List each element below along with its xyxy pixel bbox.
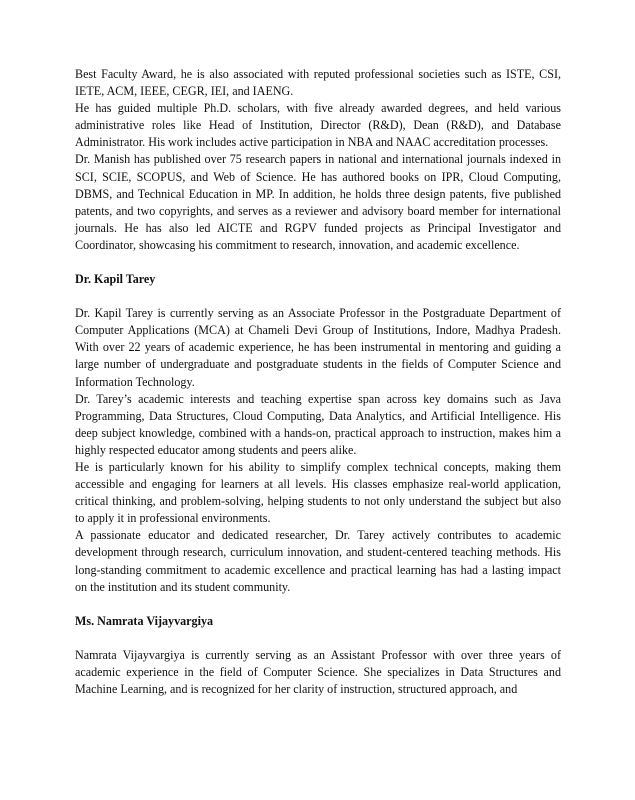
section-kapil-tarey (75, 271, 561, 596)
document-body (75, 66, 561, 698)
paragraph: Dr. Manish has published over 75 research papers in national and international journals indexed in SCI, SCIE, SCOPUS, and Web of Science. He has authored books on IPR, Cloud Computing, DBMS, and Technical Education in MP. In addition, he holds three design patents, five published patents, and two copyrights, and serves as a reviewer and advisory board member for international journals. He has also led AICTE and RGPV funded projects as Principal Investigator and Coordinator, showcasing his commitment to research, innovation, and academic excellence. (75, 152, 561, 252)
section-namrata-vijayvargiya (75, 613, 561, 698)
paragraph: Namrata Vijayvargiya is currently serving as an Assistant Professor with over three years of academic experience in the field of Computer Science. She specializes in Data Structures and Machine Learning, and is recognized for her clarity of instruction, structured approach, and (75, 647, 561, 696)
paragraph: Dr. Kapil Tarey is currently serving as an Associate Professor in the Postgraduate Department of Computer Applications (MCA) at Chameli Devi Group of Institutions, Indore, Madhya Pradesh. With over 22 years of academic experience, he has been instrumental in mentoring and guiding a large number of undergraduate and postgraduate students in the fields of Computer Science and Information Technology. (75, 306, 561, 389)
paragraph: He is particularly known for his ability to simplify complex technical concepts, making them accessible and engaging for learners at all levels. His classes emphasize real-world application, critical thinking, and problem-solving, helping students to not only understand the subject but also to apply it in professional environments. (75, 459, 561, 526)
section-manish-continued (75, 66, 561, 254)
paragraph: Best Faculty Award, he is also associated with reputed professional societies such as ISTE, CSI, IETE, ACM, IEEE, CEGR, IEI, and IAENG. (75, 67, 561, 99)
section-heading: Ms. Namrata Vijayvargiya (75, 613, 214, 628)
paragraph: A passionate educator and dedicated researcher, Dr. Tarey actively contributes to academic development through research, curriculum innovation, and student-centered teaching methods. His long-standing commitment to academic excellence and practical learning has had a lasting impact on the institution and its student community. (75, 528, 561, 594)
paragraph: He has guided multiple Ph.D. scholars, with five already awarded degrees, and held various administrative roles like Head of Institution, Director (R&D), Dean (R&D), and Database Administrator. His work includes active participation in NBA and NAAC accreditation processes. (75, 101, 561, 150)
paragraph: Dr. Tarey’s academic interests and teaching expertise span across key domains such as Java Programming, Data Structures, Cloud Computing, Data Analytics, and Artificial Intelligence. His deep subject knowledge, combined with a hands-on, practical approach to instruction, makes him a highly respected educator among students and peers alike. (75, 391, 561, 457)
section-heading: Dr. Kapil Tarey (75, 272, 156, 287)
